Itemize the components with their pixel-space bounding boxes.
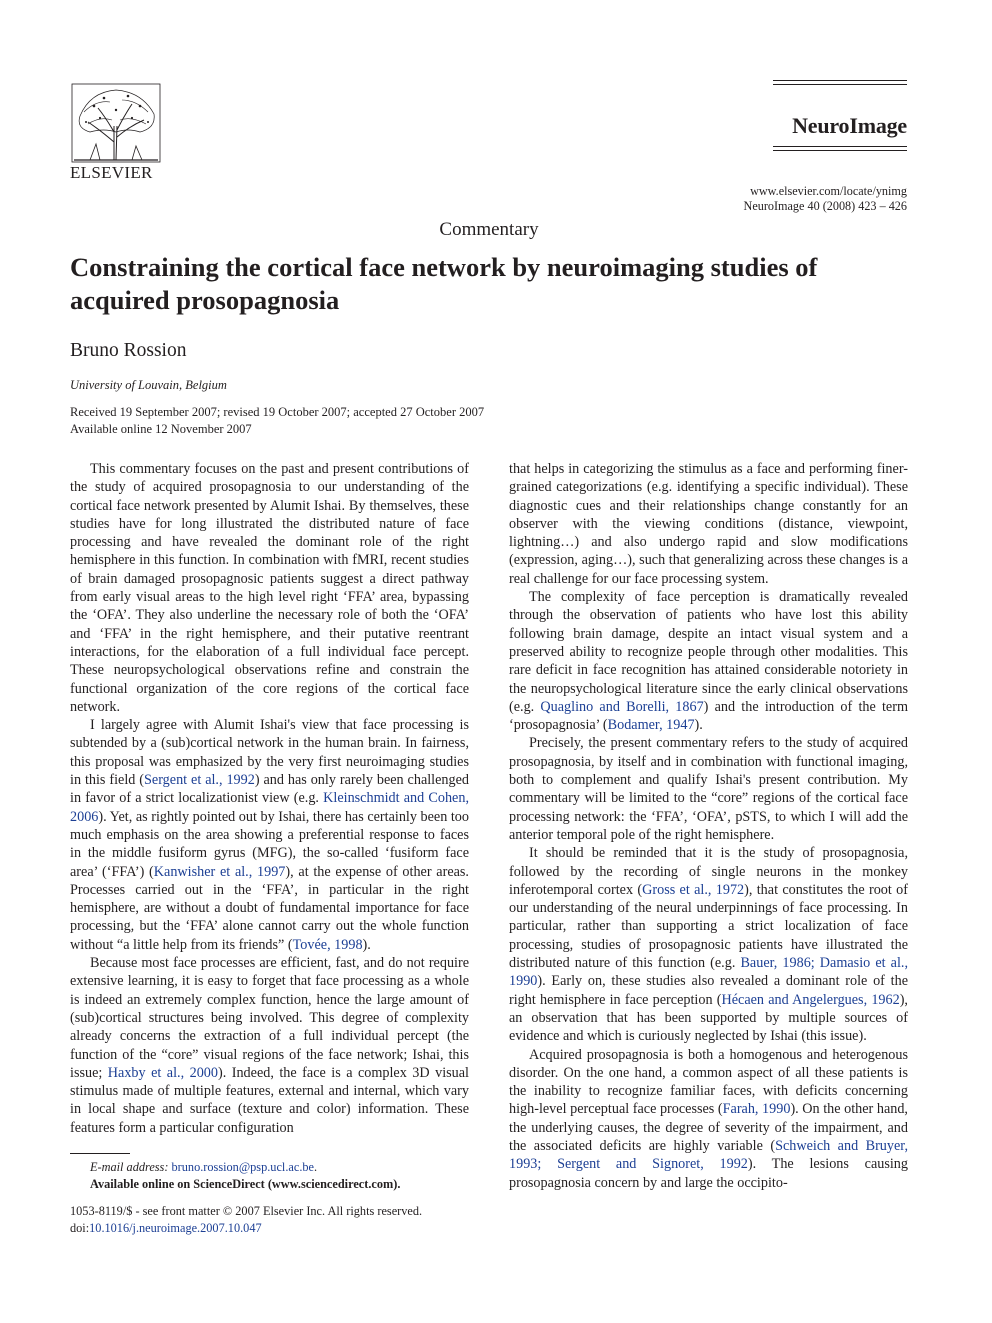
citation-link[interactable]: Schweich and Bruyer, 1993; Sergent and Signoret, 1992 xyxy=(509,1137,908,1173)
body-paragraph: I largely agree with Alumit Ishai's view that face processing is subtended by a (sub)cortical network in the human brain. In fairness, this proposal was emphasized by the very first neuroimaging studies in this field (Sergent et al., 1992) and has only rarely been challenged in favor of a strict localizationist view (e.g. Kleinschmidt and Cohen, 2006). Yet, as rightly pointed out by Ishai, there has certainly been too much emphasis on the area showing a preferential response to faces in the middle fusiform gyrus (MFG), the so-called ‘fusiform face area’ (‘FFA’) (Kanwisher et al., 1997), at the expense of other areas. Processes carried out in the ‘FFA’, in particular in the right hemisphere, are without a doubt of fundamental importance for face processing, but the ‘FFA’ alone cannot carry out the whole function without “a little help from its friends” (Tovée, 1998). xyxy=(70,717,470,953)
header-rule-top-2 xyxy=(773,84,907,85)
copyright-line: 1053-8119/$ - see front matter © 2007 Elsevier Inc. All rights reserved. xyxy=(70,1204,423,1218)
citation-link[interactable]: Gross et al., 1972 xyxy=(642,881,745,898)
article-type: Commentary xyxy=(439,219,539,240)
journal-name: NeuroImage xyxy=(792,113,907,138)
body-paragraph: It should be reminded that it is the study of prosopagnosia, followed by the recording of single neurons in the monkey inferotemporal cortex (Gross et al., 1972), that constitutes the root of our understanding of the neural underpinnings of face processing. In particular, rather than supporting a strict localization of face processing, studies of prosopagnosic patients have illustrated the distributed nature of this function (e.g. Bauer, 1986; Damasio et al., 1990). Early on, these studies also revealed a dominant role of the right hemisphere in face perception (Hécaen and Angelergues, 1962), an observation that has been supported by multiple sources of evidence and which is curiously neglected by Ishai (this issue). xyxy=(509,845,908,1045)
available-online-date: Available online 12 November 2007 xyxy=(70,422,252,436)
header-rule-bottom xyxy=(773,146,907,147)
body-paragraph: that helps in categorizing the stimulus as a face and performing finer-grained categorizations (e.g. identifying a specific individual). These diagnostic cues and their relationships change constantly for an observer with the viewing conditions (distance, viewpoint, lightning…) and also undergo rapid and slow modifications (expression, aging…), such that generalizing across these changes is a real challenge for our face processing system. xyxy=(509,461,908,587)
journal-citation: NeuroImage 40 (2008) 423 – 426 xyxy=(743,199,907,213)
author-name: Bruno Rossion xyxy=(70,340,187,361)
header-rule-bottom-2 xyxy=(773,150,907,151)
email-link[interactable]: bruno.rossion@psp.ucl.ac.be xyxy=(171,1160,314,1174)
citation-link[interactable]: Farah, 1990 xyxy=(722,1101,791,1118)
header-rule-top xyxy=(773,80,907,81)
copyright-block xyxy=(70,1203,422,1237)
body-paragraph: The complexity of face perception is dramatically revealed through the observation of patients who have lost this ability following brain damage, despite an intact visual system and a preserved ability to recognize people through other modalities. This rare deficit in face recognition has attained considerable notoriety in the neuropsychological literature since the early clinical observations (e.g. Quaglino and Borelli, 1867) and the introduction of the term ‘prosopagnosia’ (Bodamer, 1947). xyxy=(509,589,908,734)
body-column-right xyxy=(509,460,908,1192)
email-footnote: E-mail address: bruno.rossion@psp.ucl.ac.be. xyxy=(90,1160,318,1174)
journal-url[interactable]: www.elsevier.com/locate/ynimg xyxy=(750,184,907,198)
citation-link[interactable]: Haxby et al., 2000 xyxy=(107,1064,218,1081)
email-label: E-mail address: xyxy=(90,1160,169,1174)
citation-link[interactable]: Hécaen and Angelergues, 1962 xyxy=(721,991,900,1008)
publisher-name: ELSEVIER xyxy=(70,163,153,182)
citation-link[interactable]: Sergent et al., 1992 xyxy=(144,772,255,789)
received-dates: Received 19 September 2007; revised 19 October 2007; accepted 27 October 2007 xyxy=(70,405,485,419)
doi-line: doi:10.1016/j.neuroimage.2007.10.047 xyxy=(70,1221,262,1235)
body-column-left xyxy=(70,460,469,1137)
footnotes xyxy=(70,1159,400,1193)
article-dates xyxy=(70,404,484,438)
footnote-rule xyxy=(70,1153,130,1154)
body-paragraph: Precisely, the present commentary refers to the study of acquired prosopagnosia, by itself and in combination with functional imaging, both to complement and qualify Ishai's present contribution. My commentary will be limited to the “core” regions of the cortical face processing network: the ‘FFA’, ‘OFA’, pSTS, to which I will add the anterior temporal pole of the right hemisphere. xyxy=(509,735,908,843)
citation-link[interactable]: Tovée, 1998 xyxy=(292,936,363,953)
citation-link[interactable]: Kleinschmidt and Cohen, 2006 xyxy=(70,790,469,825)
body-paragraph: Acquired prosopagnosia is both a homogenous and heterogenous disorder. On the one hand, a common aspect of all these patients is the inability to recognize familiar faces, with deficits concerning high-level perceptual face processes (Farah, 1990). On the other hand, the underlying causes, the degree of severity of the impairment, and the associated deficits are highly variable (Schweich and Bruyer, 1993; Sergent and Signoret, 1992). The lesions causing prosopagnosia concern by and large the occipito- xyxy=(509,1046,908,1191)
journal-info xyxy=(744,184,907,214)
citation-link[interactable]: Bauer, 1986; Damasio et al., 1990 xyxy=(509,955,908,990)
body-paragraph: Because most face processes are efficient, fast, and do not require extensive learning, it is easy to forget that face processing as a whole is indeed an extremely complex function, hence the large amount of (sub)cortical structures being involved. This degree of complexity already concerns the extraction of a full individual percept (the function of the “core” visual regions of the face network; Ishai, this issue; Haxby et al., 2000). Indeed, the face is a complex 3D visual stimulus made of multiple features, external and internal, which vary in local shape and surface (texture and color) information. These features form a particular configuration xyxy=(70,955,469,1136)
abstract-paragraph: This commentary focuses on the past and present contributions of the study of acquired prosopagnosia to our understanding of the cortical face network presented by Alumit Ishai. By themselves, these studies have for long illustrated the distributed nature of face processing and have revealed the dominant role of the right hemisphere in this function. In combination with fMRI, recent studies of brain damaged prosopagnosic patients suggest a direct pathway from early visual areas to the high level right ‘FFA’ area, bypassing the ‘OFA’. They also underline the necessary role of both the ‘OFA’ and ‘FFA’ in the right hemisphere, and their putative reentrant interactions, for the elaboration of a full individual face percept. These neuropsychological observations refine and constrain the functional organization of the core regions of the cortical face network. xyxy=(70,461,469,715)
article-title: Constraining the cortical face network by neuroimaging studies of acquired prosopagnosia xyxy=(70,252,818,315)
citation-link[interactable]: Kanwisher et al., 1997 xyxy=(153,863,286,880)
author-affiliation: University of Louvain, Belgium xyxy=(70,378,227,392)
citation-link[interactable]: Quaglino and Borelli, 1867 xyxy=(540,698,704,715)
sciencedirect-note: Available online on ScienceDirect (www.sciencedirect.com). xyxy=(90,1177,401,1191)
doi-link[interactable]: 10.1016/j.neuroimage.2007.10.047 xyxy=(89,1221,262,1235)
citation-link[interactable]: Bodamer, 1947 xyxy=(607,717,695,734)
